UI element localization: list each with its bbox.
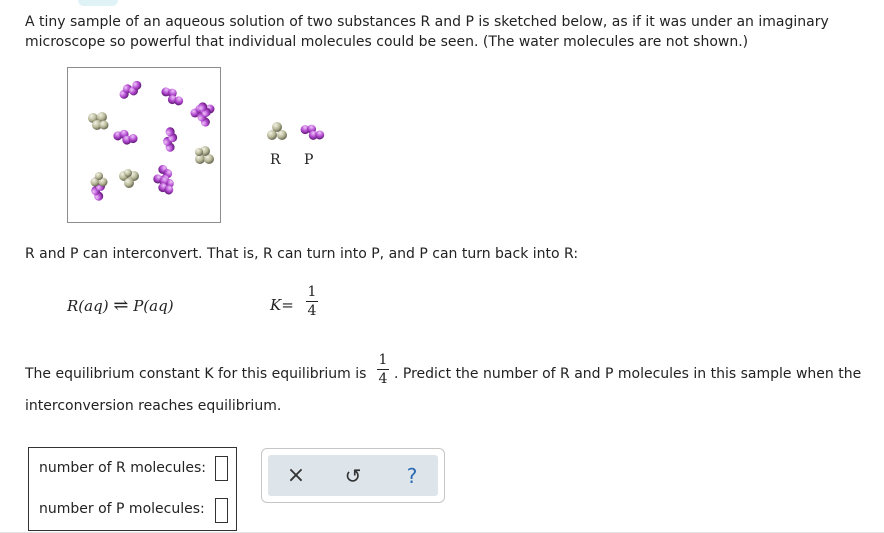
eq-fraction-bar xyxy=(377,369,389,370)
close-icon: × xyxy=(286,463,306,488)
k-fraction xyxy=(306,284,318,319)
answer-box xyxy=(28,447,237,531)
interconvert-text: R and P can interconvert. That is, R can turn into P, and P can turn back into R: xyxy=(25,246,579,262)
p-molecule xyxy=(112,126,139,148)
eq-denominator: 4 xyxy=(378,371,388,387)
k-symbol: K= xyxy=(270,296,294,314)
intro-text xyxy=(25,12,829,52)
equilibrium-sentence-line-2: interconversion reaches equilibrium. xyxy=(25,398,282,414)
legend-svg xyxy=(262,115,332,147)
answer-tools-bar xyxy=(268,455,438,496)
r-molecules-label: number of R molecules: xyxy=(39,460,207,476)
molecule-legend xyxy=(262,115,332,175)
intro-line-1: A tiny sample of an aqueous solution of two substances R and P is sketched below, as if it was under an imaginary xyxy=(25,14,829,30)
legend-r-label: R xyxy=(270,152,281,168)
legend-r-molecule xyxy=(267,122,287,140)
legend-p-molecule xyxy=(299,120,326,144)
p-molecule xyxy=(160,83,185,110)
r-molecules-input[interactable] xyxy=(215,456,228,481)
reaction-left: R(aq) xyxy=(67,297,109,315)
eq-fraction xyxy=(377,352,389,387)
r-molecule xyxy=(119,169,139,188)
equilibrium-sentence-start: The equilibrium constant K for this equilibrium is xyxy=(25,366,367,382)
legend-p-label: P xyxy=(304,152,314,168)
r-molecule xyxy=(195,146,214,164)
reaction-right: P(aq) xyxy=(133,297,174,315)
k-fraction-bar xyxy=(306,301,318,302)
clear-button[interactable] xyxy=(282,462,310,490)
eq-numerator: 1 xyxy=(378,352,388,368)
equilibrium-arrow: ⇌ xyxy=(113,295,129,316)
molecule-sample-svg xyxy=(68,68,220,222)
reaction-equation xyxy=(67,295,174,316)
answer-tools xyxy=(261,448,445,503)
equilibrium-sentence xyxy=(25,352,875,387)
help-button[interactable] xyxy=(398,462,426,490)
k-numerator: 1 xyxy=(307,284,317,300)
help-icon: ? xyxy=(406,464,418,488)
intro-line-2: microscope so powerful that individual molecules could be seen. (The water molecules are not shown.) xyxy=(25,34,749,50)
p-molecule xyxy=(161,126,180,153)
p-molecule xyxy=(117,80,144,100)
top-tab-decoration xyxy=(78,0,118,6)
k-denominator: 4 xyxy=(307,303,317,319)
undo-button[interactable] xyxy=(339,462,367,490)
molecule-sample-box xyxy=(67,67,221,223)
equilibrium-sentence-end: . Predict the number of R and P molecules in this sample when the xyxy=(394,366,862,382)
p-molecules-input[interactable] xyxy=(215,498,228,523)
r-molecule xyxy=(88,112,109,130)
undo-icon: ↺ xyxy=(344,464,362,488)
p-molecules-label: number of P molecules: xyxy=(39,501,205,517)
k-expression xyxy=(270,284,330,330)
